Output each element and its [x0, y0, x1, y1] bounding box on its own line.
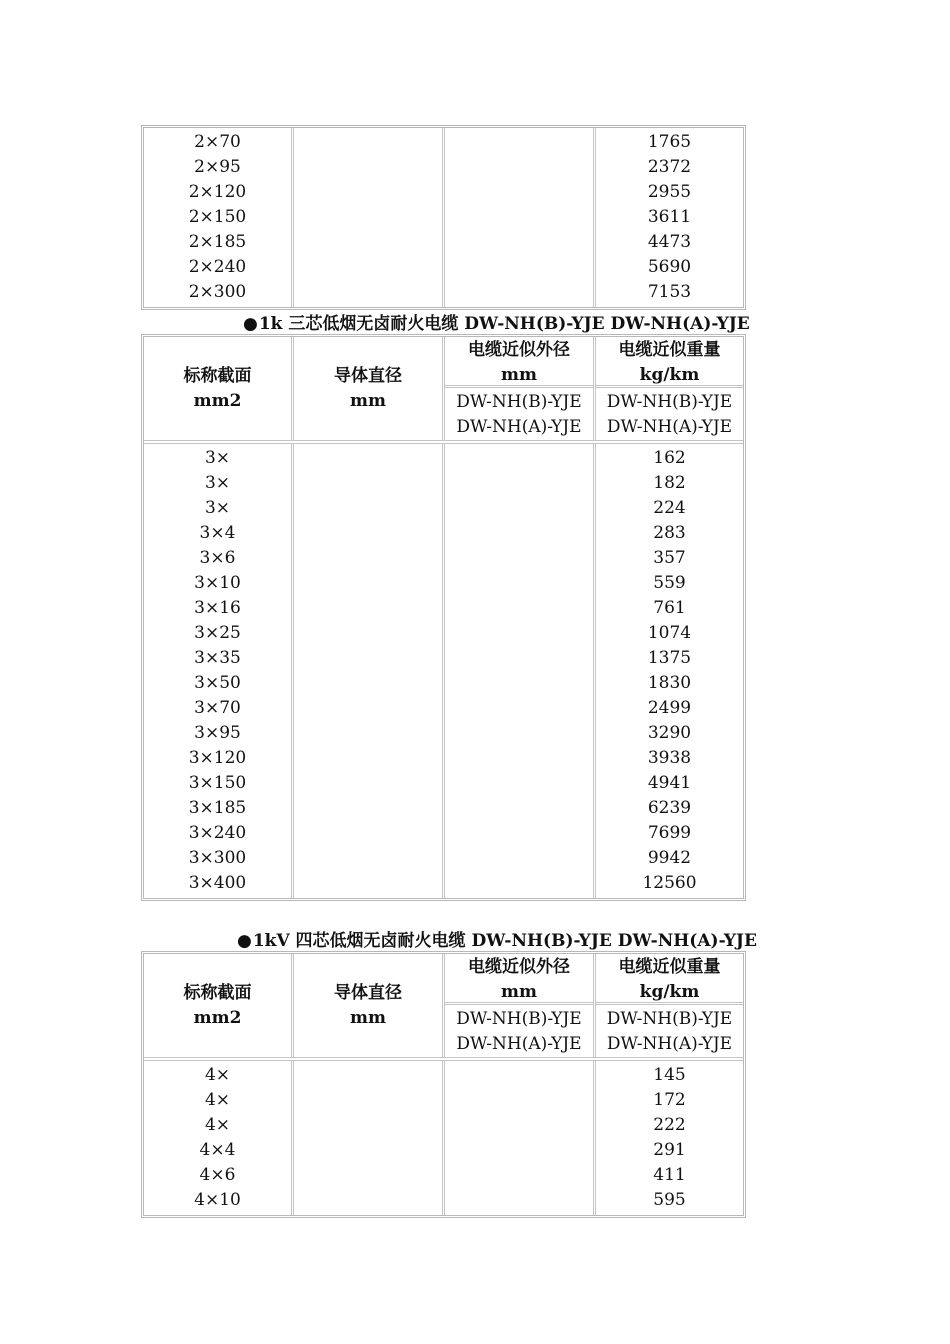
column-cross-section	[144, 1061, 294, 1215]
cell-cross-section: 3×50	[194, 673, 241, 693]
header-label: 电缆近似外径	[468, 340, 570, 360]
column-cross-section	[144, 128, 294, 307]
table-two-core-continued	[141, 125, 746, 310]
cell-weight: 1074	[647, 623, 692, 643]
column-outer-diameter	[445, 1061, 596, 1215]
section-title-three-core	[243, 309, 750, 334]
header-cross-section	[144, 337, 294, 440]
cell-weight: 595	[653, 1190, 686, 1210]
cell-cross-section: 4×4	[199, 1140, 236, 1160]
cell-cross-section: 3×	[204, 498, 231, 518]
header-outer-diameter	[445, 954, 596, 1057]
column-weight	[596, 444, 743, 898]
cell-weight: 224	[653, 498, 686, 518]
cell-cross-section: 3×70	[194, 698, 241, 718]
table-body	[144, 444, 743, 898]
column-outer-diameter	[445, 444, 596, 898]
cell-cross-section: 2×185	[188, 232, 247, 252]
header-model: DW-NH(A)-YJE	[456, 1034, 582, 1054]
cell-weight: 4941	[647, 773, 692, 793]
cell-cross-section: 3×4	[199, 523, 236, 543]
header-label: 导体直径	[334, 983, 402, 1003]
cell-weight: 7699	[647, 823, 692, 843]
cell-cross-section: 3×35	[194, 648, 241, 668]
cell-weight: 5690	[647, 257, 692, 277]
column-outer-diameter	[445, 128, 596, 307]
header-outer-diameter	[445, 337, 596, 440]
cell-weight: 9942	[647, 848, 692, 868]
header-unit: mm2	[193, 391, 242, 411]
cell-weight: 4473	[647, 232, 692, 252]
cell-cross-section: 2×150	[188, 207, 247, 227]
cell-weight: 2499	[647, 698, 692, 718]
cell-cross-section: 3×16	[194, 598, 241, 618]
section-title-text: 1k 三芯低烟无卤耐火电缆 DW-NH(B)-YJE DW-NH(A)-YJE	[258, 314, 750, 334]
cell-weight: 357	[653, 548, 686, 568]
cell-cross-section: 4×	[204, 1090, 231, 1110]
bullet-icon: ●	[243, 314, 258, 334]
cell-cross-section: 2×240	[188, 257, 247, 277]
header-weight	[596, 954, 743, 1057]
table-body	[144, 1061, 743, 1215]
header-label: 标称截面	[183, 366, 252, 386]
cell-cross-section: 3×	[204, 448, 231, 468]
cell-weight: 1375	[647, 648, 692, 668]
cell-cross-section: 2×120	[188, 182, 247, 202]
header-cross-section	[144, 954, 294, 1057]
cell-cross-section: 2×95	[194, 157, 241, 177]
header-weight	[596, 337, 743, 440]
cell-weight: 283	[653, 523, 686, 543]
cell-weight: 2955	[647, 182, 692, 202]
cell-cross-section: 3×95	[194, 723, 241, 743]
cell-cross-section: 3×240	[188, 823, 247, 843]
cell-cross-section: 3×10	[194, 573, 241, 593]
header-label: 电缆近似重量	[618, 957, 721, 977]
cell-weight: 559	[653, 573, 686, 593]
header-model: DW-NH(A)-YJE	[456, 417, 582, 437]
header-model: DW-NH(B)-YJE	[456, 1009, 582, 1029]
section-title-four-core	[237, 926, 757, 951]
header-unit: kg/km	[639, 365, 700, 385]
cell-weight: 1765	[647, 132, 692, 152]
section-title-text: 1kV 四芯低烟无卤耐火电缆 DW-NH(B)-YJE DW-NH(A)-YJE	[252, 931, 757, 951]
bullet-icon: ●	[237, 931, 252, 951]
cell-cross-section: 3×25	[194, 623, 241, 643]
cell-weight: 3290	[647, 723, 692, 743]
column-cross-section	[144, 444, 294, 898]
cell-cross-section: 4×	[204, 1065, 231, 1085]
cell-weight: 761	[653, 598, 686, 618]
cell-weight: 1830	[647, 673, 692, 693]
cell-weight: 6239	[647, 798, 692, 818]
cell-weight: 7153	[647, 282, 692, 302]
cell-weight: 411	[653, 1165, 686, 1185]
cell-weight: 3938	[647, 748, 692, 768]
table-header	[144, 337, 743, 444]
header-model: DW-NH(B)-YJE	[456, 392, 582, 412]
cell-weight: 291	[653, 1140, 686, 1160]
header-model: DW-NH(A)-YJE	[606, 1034, 733, 1054]
header-unit: mm	[501, 982, 537, 1002]
header-unit: mm	[350, 1008, 386, 1028]
cell-cross-section: 2×70	[194, 132, 241, 152]
header-label: 导体直径	[334, 366, 402, 386]
cell-weight: 172	[653, 1090, 686, 1110]
cell-weight: 182	[653, 473, 686, 493]
table-four-core	[141, 951, 746, 1218]
cell-cross-section: 3×120	[188, 748, 247, 768]
header-unit: mm2	[193, 1008, 242, 1028]
cell-weight: 2372	[647, 157, 692, 177]
cell-weight: 3611	[647, 207, 692, 227]
header-label: 电缆近似重量	[618, 340, 721, 360]
header-unit: mm	[501, 365, 537, 385]
cell-cross-section: 3×6	[199, 548, 236, 568]
table-three-core	[141, 334, 746, 901]
cell-cross-section: 2×300	[188, 282, 247, 302]
header-label: 电缆近似外径	[468, 957, 570, 977]
cell-cross-section: 4×10	[194, 1190, 241, 1210]
header-unit: kg/km	[639, 982, 700, 1002]
header-conductor-diameter	[294, 337, 445, 440]
column-conductor-diameter	[294, 1061, 445, 1215]
header-unit: mm	[350, 391, 386, 411]
column-weight	[596, 1061, 743, 1215]
cell-cross-section: 4×	[204, 1115, 231, 1135]
header-conductor-diameter	[294, 954, 445, 1057]
header-model: DW-NH(B)-YJE	[606, 392, 733, 412]
column-weight	[596, 128, 743, 307]
column-conductor-diameter	[294, 128, 445, 307]
cell-cross-section: 3×185	[188, 798, 247, 818]
cell-cross-section: 3×400	[188, 873, 247, 893]
table-header	[144, 954, 743, 1061]
table-body	[144, 128, 743, 307]
cell-cross-section: 3×	[204, 473, 231, 493]
header-model: DW-NH(B)-YJE	[606, 1009, 733, 1029]
cell-weight: 162	[653, 448, 686, 468]
cell-weight: 12560	[642, 873, 697, 893]
cell-cross-section: 3×150	[188, 773, 247, 793]
cell-cross-section: 3×300	[188, 848, 247, 868]
header-label: 标称截面	[183, 983, 252, 1003]
cell-cross-section: 4×6	[199, 1165, 236, 1185]
cell-weight: 145	[653, 1065, 686, 1085]
column-conductor-diameter	[294, 444, 445, 898]
cell-weight: 222	[653, 1115, 686, 1135]
header-model: DW-NH(A)-YJE	[606, 417, 733, 437]
